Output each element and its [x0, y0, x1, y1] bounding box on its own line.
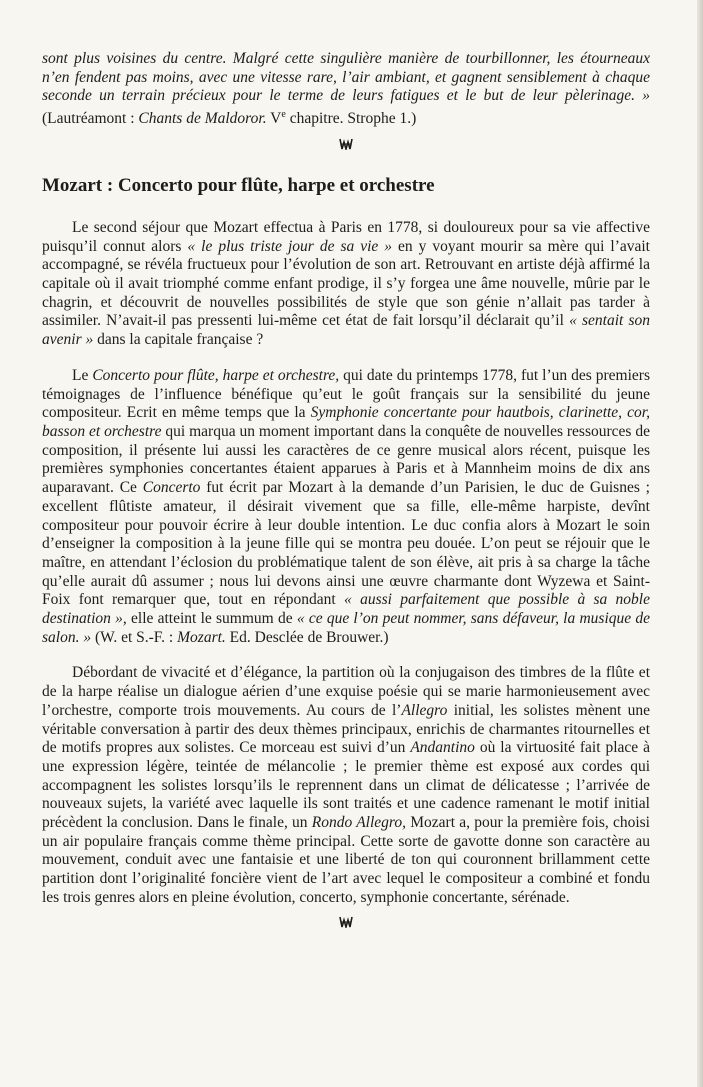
p1-italic-2: « sentait son avenir »: [42, 312, 650, 349]
p2-italic-2: Symphonie concertante pour hautbois, clarinette, cor, basson et orchestre: [42, 404, 650, 440]
p2-text-5: elle atteint le summum de: [126, 610, 297, 628]
citation-chapter: V: [266, 110, 282, 128]
p3-italic-1: Allegro: [401, 701, 448, 719]
p3-text-3: où la virtuosité fait place à une expression légère, teintée de mélancolie ; le premier thème est exposé aux cordes qui accompagnent les solistes lorsqu’ils le reprennent dans un climat de délicatesse ; l’arrivée de nouveaux sujets, la variété avec laquelle ils sont traités et une cadence ramenant le motif initial précèdent la conclusion. Dans le finale, un: [42, 739, 650, 832]
p3-italic-2: Andantino: [410, 739, 475, 757]
intro-quote-text: sont plus voisines du centre. Malgré cette singulière manière de tourbillonner, les étourneaux n’en fendent pas moins, avec une vitesse rare, l’air ambiant, et gagnent sensiblement à chaque seconde un terrain précieux pour le terme de leurs fatigues et le but de leur pèlerinage. »: [42, 50, 650, 105]
p2-italic-6: Mozart.: [177, 628, 226, 646]
fleuron-icon: [42, 135, 650, 153]
p1-text-3: dans la capitale française ?: [93, 331, 264, 349]
p2-text-1: Le: [72, 366, 93, 384]
intro-quote-paragraph: [42, 50, 650, 129]
p3-italic-3: Rondo Allegro,: [311, 814, 407, 832]
p2-text-6: (W. et S.-F. :: [91, 628, 178, 646]
p2-text-2: qui date du printemps 1778, fut l’un des premiers témoignages de l’influence bénéfique qu’eut le goût français sur la sensibilité du jeune compositeur. Ecrit en même temps que la: [42, 366, 650, 422]
paragraph-3: [42, 664, 650, 907]
p1-italic-1: « le plus triste jour de sa vie »: [187, 237, 393, 255]
p2-text-3: qui marqua un moment important dans la conquête de nouvelles ressources de composition, il présente lui aussi les caractères de ce genre musical alors récent, puisque les premières symphonies concertantes étaient apparues à Paris et à Mannheim moins de dix ans auparavant. Ce: [42, 423, 650, 497]
paragraph-1: [42, 219, 650, 350]
citation-title: Chants de Maldoror.: [138, 110, 267, 128]
paragraph-2: [42, 367, 650, 648]
p2-text-4: fut écrit par Mozart à la demande d’un Parisien, le duc de Guisnes ; excellent flûtiste amateur, il désirait vivement que sa fille, elle-même harpiste, devînt compositeur pour pouvoir écrire à leur double intention. Le duc confia alors à Mozart le soin d’enseigner la composition à la jeune fille qui se montra peu douée. L’on peut se réjouir que le maître, en attendant l’éclosion du problématique talent de son élève, ait pris à sa charge la tâche qu’elle aurait dû assumer ; nous lui devons ainsi une œuvre charmante dont Wyzewa et Saint-Foix font remarquer que, tout en répondant: [42, 479, 650, 609]
p2-italic-4: « aussi parfaitement que possible à sa noble destination »,: [42, 591, 650, 628]
p1-text-1: Le second séjour que Mozart effectua à Paris en 1778, si douloureux pour sa vie affective puisqu’il connut alors: [42, 218, 650, 255]
section-title: Mozart : Concerto pour flûte, harpe et orchestre: [42, 174, 435, 196]
fleuron-icon-bottom: [42, 914, 650, 932]
document-page: [42, 50, 650, 932]
p2-italic-5: « ce que l’on peut nommer, sans défaveur, la musique de salon. »: [42, 610, 651, 646]
citation-start: (Lautréamont :: [42, 110, 139, 128]
citation-end: chapitre. Strophe 1.): [285, 110, 417, 128]
p3-text-1: Débordant de vivacité et d’élégance, la partition où la conjugaison des timbres de la flûte et de la harpe réalise un dialogue aérien d’une exquise poésie qui se marie harmonieusement avec l’orchestre, comporte trois mouvements. Au cours de l’: [42, 664, 650, 719]
citation-chapter-sup: e: [281, 109, 286, 121]
p2-text-7: Ed. Desclée de Brouwer.): [225, 628, 389, 646]
p3-text-2: initial, les solistes mènent une véritable conversation à partir des deux thèmes principaux, enrichis de charmantes ritournelles et de motifs propres aux solistes. Ce morceau est suivi d’un: [42, 701, 650, 757]
p1-text-2: en y voyant mourir sa mère qui l’avait accompagné, se révéla fructueux pour l’évolution de son art. Retrouvant en artiste déjà affirmé la capitale où il avait triomphé comme enfant prodige, il s’y forgea une âme nouvelle, mûrie par le chagrin, et découvrit de nouvelles possibilités de style que son génie n’allait pas tarder à assimiler. N’avait-il pas pressenti lui-même cet état de fait lorsqu’il déclarait qu’il: [42, 237, 650, 330]
p2-italic-3: Concerto: [142, 479, 201, 497]
page-edge-shadow: [697, 0, 703, 1087]
p3-text-4: Mozart a, pour la première fois, choisi un air populaire français comme thème principal. Cette sorte de gavotte donne son caractère au mouvement, conduit avec une fantaisie et une liberté de ton qui couronnent brillamment cette partition dont l’originalité foncière vient de l’art avec lequel le compositeur a combiné et fondu les trois genres alors en pleine évolution, concerto, symphonie concertante, sérénade.: [42, 814, 650, 906]
p2-italic-1: Concerto pour flûte, harpe et orchestre,: [92, 366, 340, 384]
